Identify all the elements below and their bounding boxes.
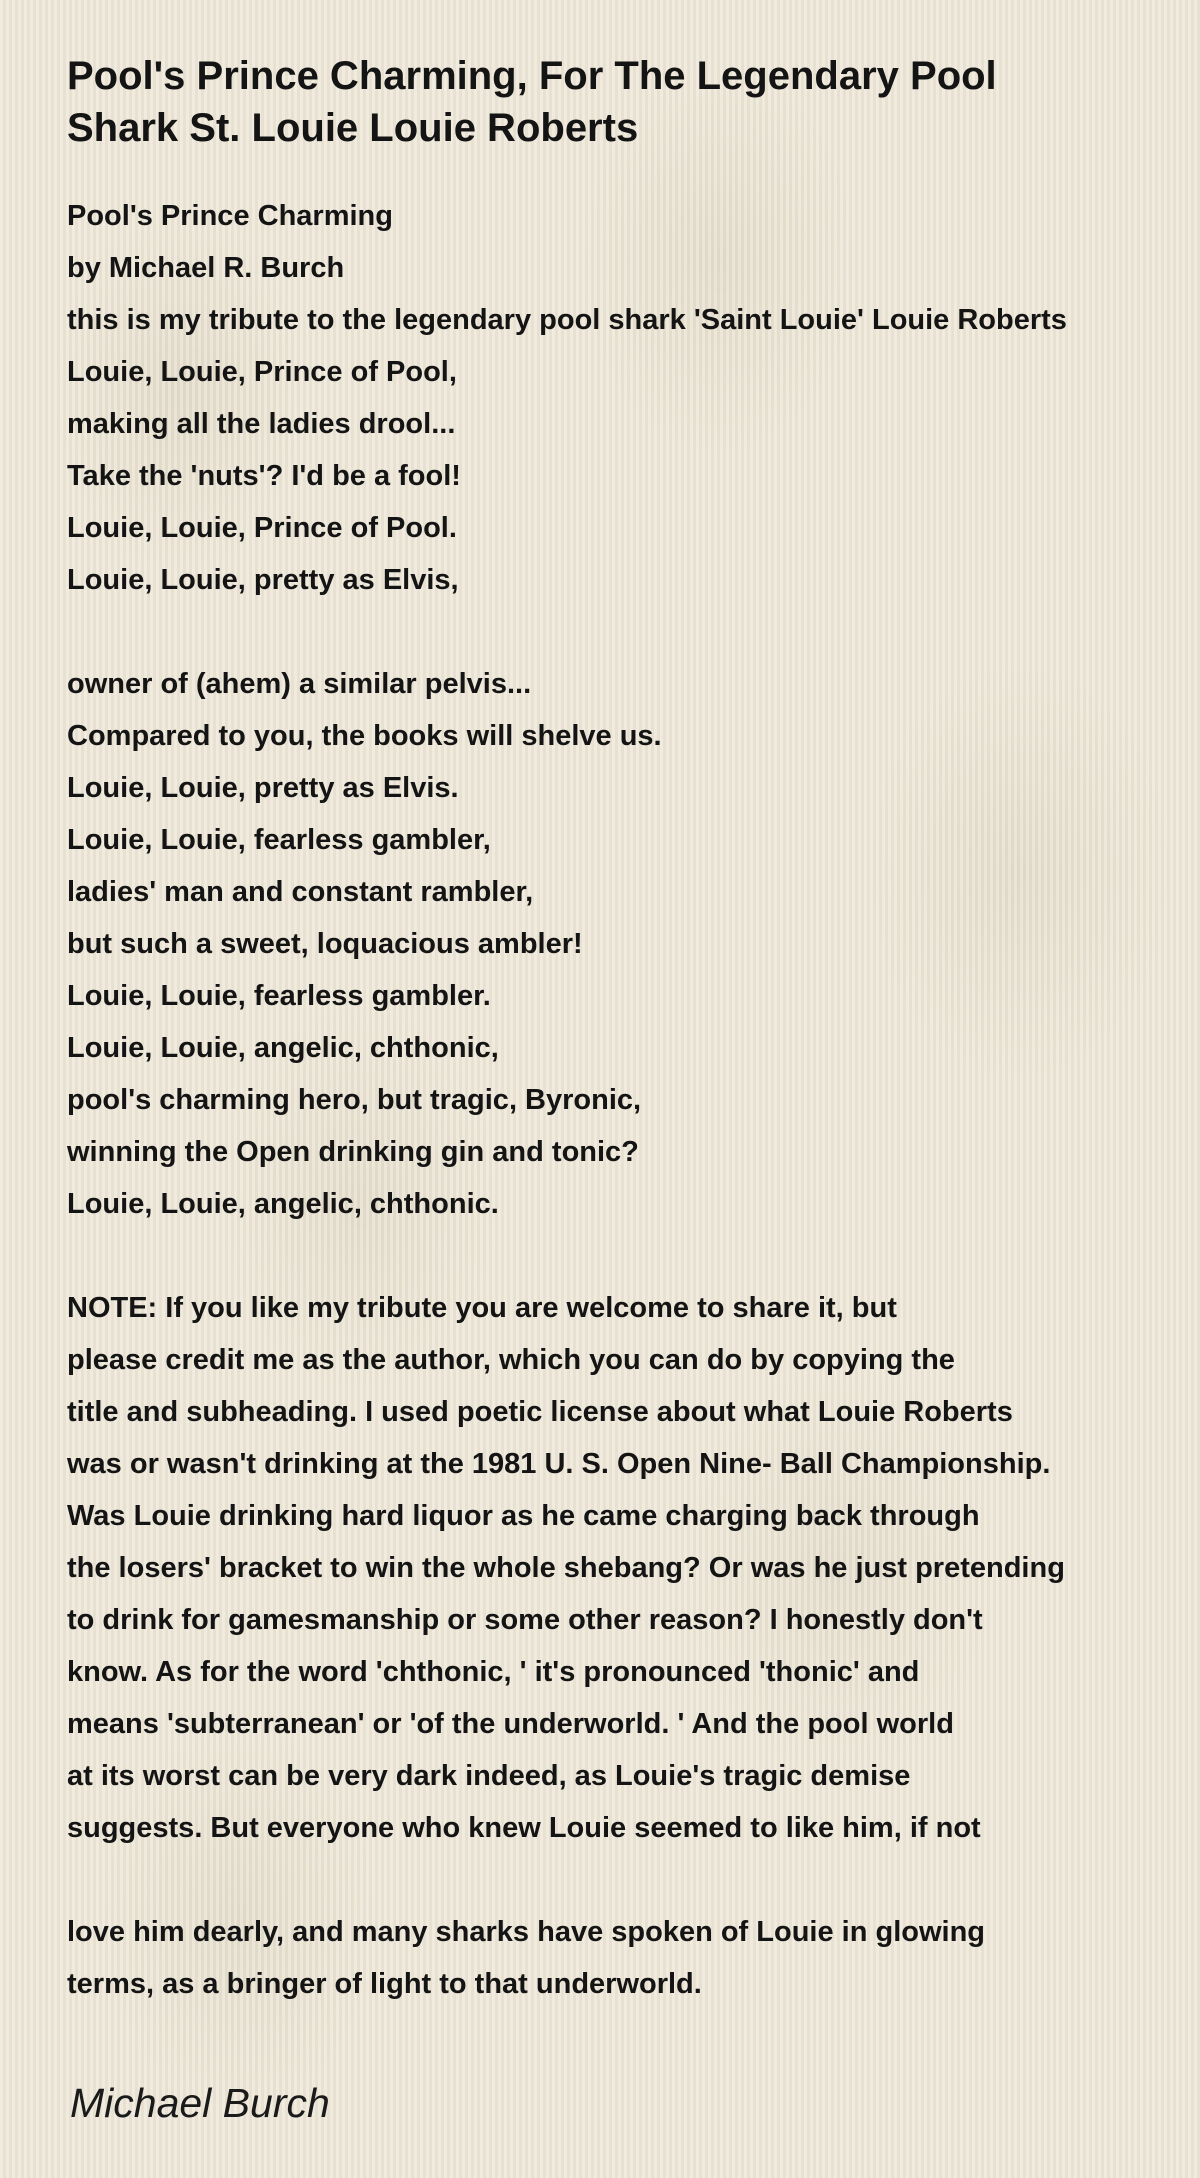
- poem-line: means 'subterranean' or 'of the underworld. ' And the pool world: [67, 1708, 954, 1740]
- poem-stanza: [67, 190, 1187, 606]
- poem-line: Was Louie drinking hard liquor as he came charging back through: [67, 1500, 980, 1532]
- poem-line: but such a sweet, loquacious ambler!: [67, 928, 583, 960]
- poem-line: at its worst can be very dark indeed, as Louie's tragic demise: [67, 1760, 911, 1792]
- poem-line: suggests. But everyone who knew Louie seemed to like him, if not: [67, 1812, 981, 1844]
- poem-line: winning the Open drinking gin and tonic?: [67, 1136, 639, 1168]
- poem-line: Louie, Louie, fearless gambler.: [67, 980, 491, 1012]
- poem-stanza: [67, 1282, 1187, 1854]
- poem-line: Pool's Prince Charming: [67, 200, 393, 232]
- poem-line: pool's charming hero, but tragic, Byronic,: [67, 1084, 642, 1116]
- poem-line: love him dearly, and many sharks have spoken of Louie in glowing: [67, 1916, 986, 1948]
- poem-stanza: [67, 1906, 1187, 2010]
- poem-line: Louie, Louie, Prince of Pool.: [67, 512, 457, 544]
- poem-line: making all the ladies drool...: [67, 408, 456, 440]
- poem-page: [67, 50, 1187, 2062]
- poem-body: [67, 190, 1187, 2010]
- poem-line: by Michael R. Burch: [67, 252, 345, 284]
- poem-line: NOTE: If you like my tribute you are welcome to share it, but: [67, 1292, 897, 1324]
- poem-line: to drink for gamesmanship or some other reason? I honestly don't: [67, 1604, 983, 1636]
- poem-line: ladies' man and constant rambler,: [67, 876, 534, 908]
- poem-line: terms, as a bringer of light to that underworld.: [67, 1968, 702, 2000]
- poem-line: Louie, Louie, pretty as Elvis.: [67, 772, 459, 804]
- poem-title: Pool's Prince Charming, For The Legendary Pool Shark St. Louie Louie Roberts: [67, 54, 997, 150]
- poem-line: Louie, Louie, angelic, chthonic,: [67, 1032, 499, 1064]
- poem-line: Compared to you, the books will shelve us.: [67, 720, 662, 752]
- poem-line: Louie, Louie, angelic, chthonic.: [67, 1188, 499, 1220]
- poem-line: the losers' bracket to win the whole shebang? Or was he just pretending: [67, 1552, 1065, 1584]
- poem-line: title and subheading. I used poetic license about what Louie Roberts: [67, 1396, 1013, 1428]
- poem-line: Louie, Louie, Prince of Pool,: [67, 356, 457, 388]
- author-signature: Michael Burch: [70, 2080, 330, 2126]
- poem-line: know. As for the word 'chthonic, ' it's pronounced 'thonic' and: [67, 1656, 920, 1688]
- poem-line: was or wasn't drinking at the 1981 U. S. Open Nine- Ball Championship.: [67, 1448, 1051, 1480]
- poem-line: Louie, Louie, fearless gambler,: [67, 824, 491, 856]
- poem-line: owner of (ahem) a similar pelvis...: [67, 668, 532, 700]
- poem-line: this is my tribute to the legendary pool shark 'Saint Louie' Louie Roberts: [67, 304, 1067, 336]
- poem-line: Take the 'nuts'? I'd be a fool!: [67, 460, 461, 492]
- poem-stanza: [67, 658, 1187, 1230]
- poem-line: please credit me as the author, which you can do by copying the: [67, 1344, 955, 1376]
- poem-line: Louie, Louie, pretty as Elvis,: [67, 564, 459, 596]
